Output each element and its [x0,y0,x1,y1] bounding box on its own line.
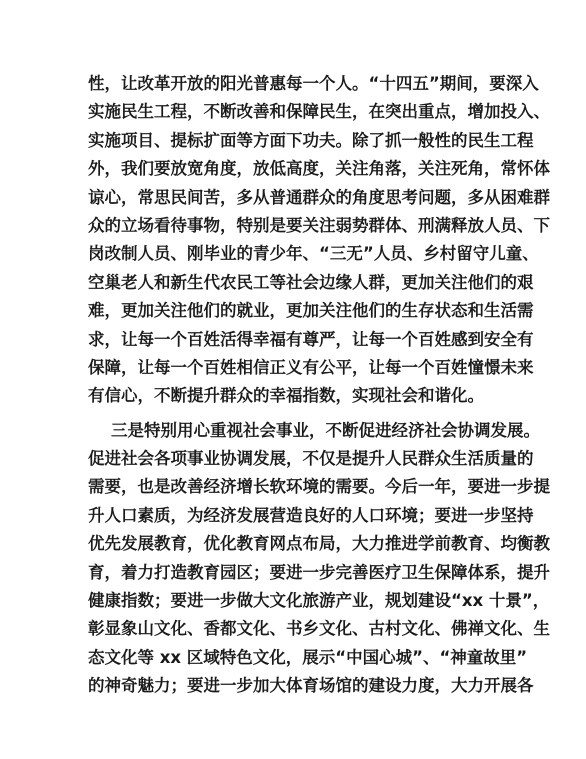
text-line: 实施项目、提标扩面等方面下功夫。除了抓一般性的民生工程 [88,130,534,150]
paragraph-2 [88,417,550,701]
text-line: 育，着力打造教育园区；要进一步完善医疗卫生保障体系，提升 [88,562,550,582]
text-line: 优先发展教育，优化教育网点布局，大力推进学前教育、均衡教 [88,534,550,554]
text-line: 岗改制人员、刚毕业的青少年、“三无”人员、乡村留守儿童、 [88,244,539,264]
text-line: 三是特别用心重视社会事业，不断促进经济社会协调发展。 [88,420,540,440]
text-line: 需要，也是改善经济增长软环境的需要。今后一年，要进一步提 [88,477,550,497]
document-body [88,70,550,701]
text-line: 保障，让每一个百姓相信正义有公平，让每一个百姓憧憬未来 [88,357,534,377]
text-line: 健康指数；要进一步做大文化旅游产业，规划建设“xx 十景”， [88,591,550,611]
text-line: 升人口素质，为经济发展营造良好的人口环境；要进一步坚持 [88,505,534,525]
text-line: 促进社会各项事业协调发展，不仅是提升人民群众生活质量的 [88,449,534,469]
text-line: 有信心，不断提升群众的幸福指数，实现社会和谐化。 [88,386,484,406]
paragraph-1 [88,70,550,411]
text-line: 众的立场看待事物，特别是要关注弱势群体、刑满释放人员、下 [88,215,550,235]
text-line: 空巢老人和新生代农民工等社会边缘人群，更加关注他们的艰 [88,272,534,292]
text-line: 性，让改革开放的阳光普惠每一个人。“十四五”期间，要深入 [88,74,539,93]
text-line: 态文化等 xx 区域特色文化，展示“中国心城”、“神童故里” [88,647,528,667]
text-line: 外，我们要放宽角度，放低高度，关注角落，关注死角，常怀体 [88,159,550,179]
text-line: 求，让每一个百姓活得幸福有尊严，让每一个百姓感到安全有 [88,329,534,349]
text-line: 难，更加关注他们的就业，更加关注他们的生存状态和生活需 [88,301,534,321]
text-line: 实施民生工程，不断改善和保障民生，在突出重点，增加投入、 [88,102,550,122]
text-line: 彰显象山文化、香都文化、书乡文化、古村文化、佛禅文化、生 [88,619,550,639]
text-line: 的神奇魅力；要进一步加大体育场馆的建设力度，大力开展各 [88,676,534,696]
text-line: 谅心，常思民间苦，多从普通群众的角度思考问题，多从困难群 [88,187,550,207]
